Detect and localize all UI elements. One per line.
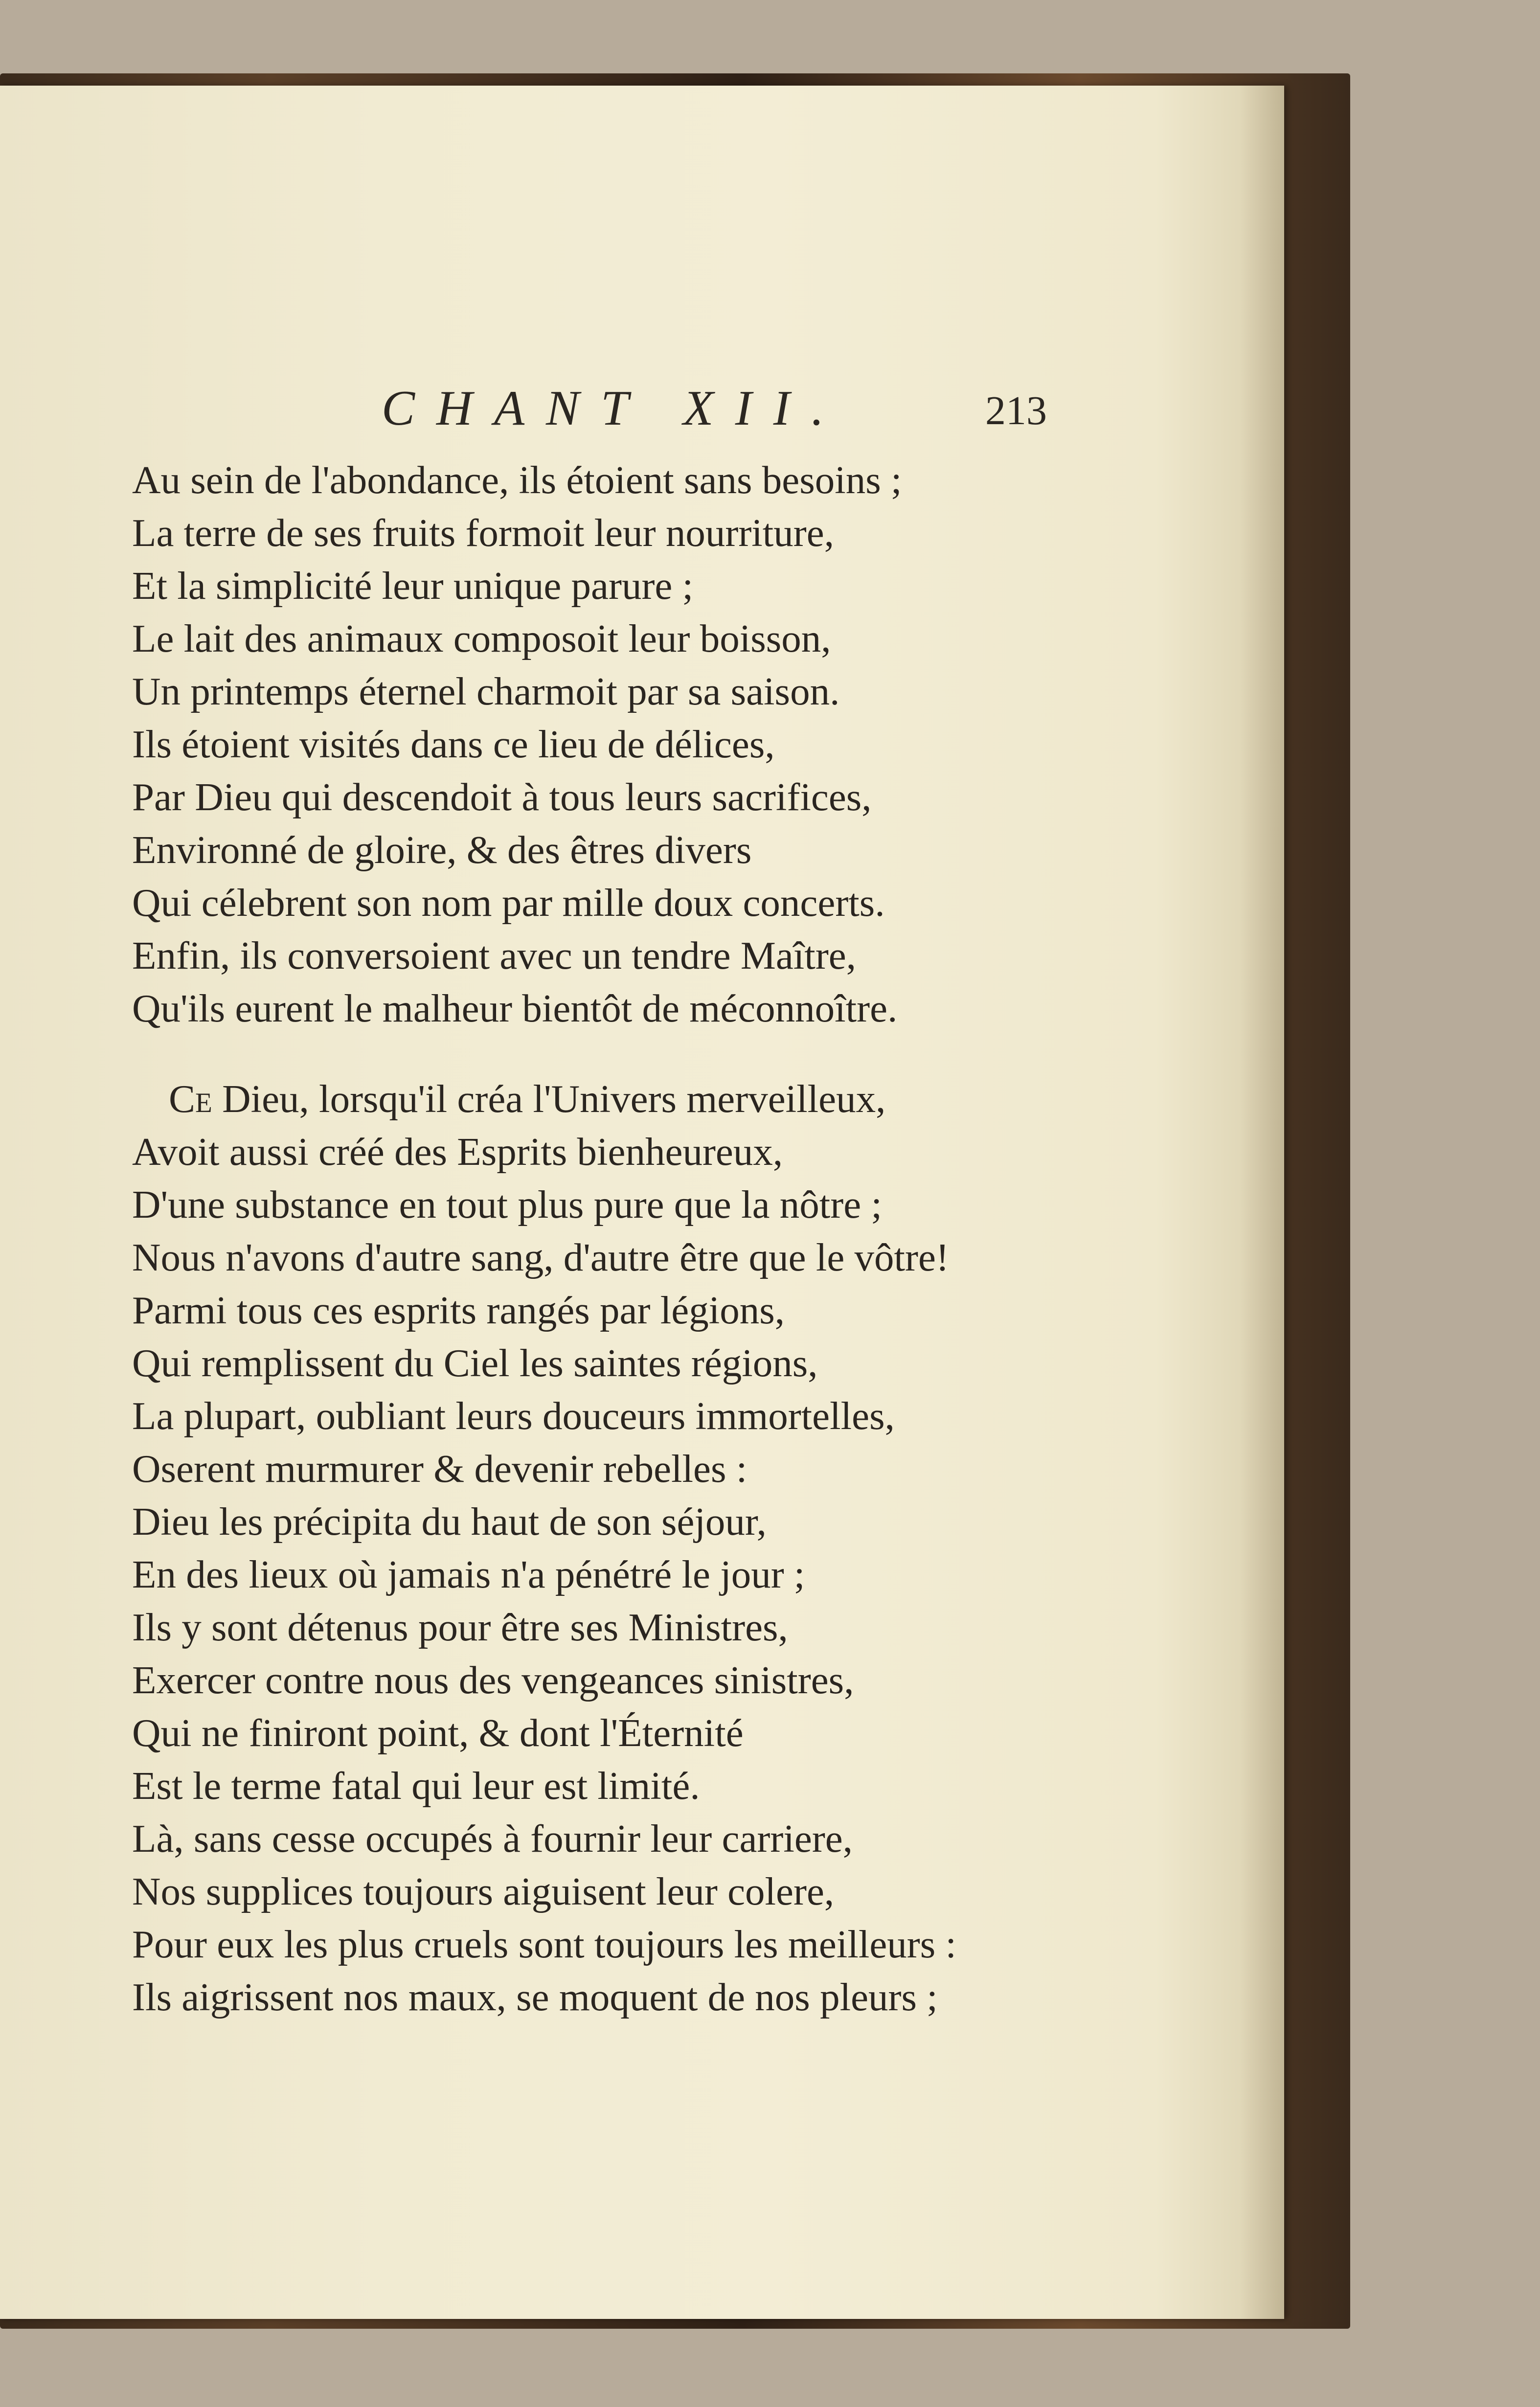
- verse-line: Au sein de l'abondance, ils étoient sans besoins ;: [132, 458, 902, 502]
- running-head: [382, 379, 1047, 438]
- stanza-lead-rest: Dieu, lorsqu'il créa l'Univers merveilleux,: [212, 1077, 886, 1121]
- book-page: [0, 86, 1284, 2319]
- verse-line: Un printemps éternel charmoit par sa saison.: [132, 669, 840, 713]
- stanza-lead-word: Ce: [169, 1077, 212, 1121]
- verse-line: Nous n'avons d'autre sang, d'autre être que le vôtre!: [132, 1235, 949, 1279]
- verse-line: Par Dieu qui descendoit à tous leurs sacrifices,: [132, 775, 872, 819]
- verse-line: Pour eux les plus cruels sont toujours les meilleurs :: [132, 1922, 957, 1966]
- verse-line: Parmi tous ces esprits rangés par légions,: [132, 1288, 785, 1332]
- stanza-opening-line: [169, 1072, 885, 1125]
- verse-line: Ils y sont détenus pour être ses Ministres,: [132, 1605, 788, 1649]
- verse-line: En des lieux où jamais n'a pénétré le jour ;: [132, 1552, 805, 1596]
- verse-line: Ils étoient visités dans ce lieu de délices,: [132, 722, 775, 766]
- verse-line: Le lait des animaux composoit leur boisson,: [132, 616, 831, 660]
- verse-line: Enfin, ils conversoient avec un tendre Maître,: [132, 933, 856, 977]
- chapter-title: CHANT XII.: [382, 381, 846, 436]
- verse-line: Environné de gloire, & des êtres divers: [132, 828, 752, 872]
- verse-line: Nos supplices toujours aiguisent leur colere,: [132, 1869, 835, 1913]
- page-number: 213: [985, 388, 1047, 433]
- verse-line: Exercer contre nous des vengeances sinistres,: [132, 1658, 854, 1702]
- verse-line: Qui célebrent son nom par mille doux concerts.: [132, 881, 885, 925]
- verse-line: Qu'ils eurent le malheur bientôt de méconnoître.: [132, 986, 898, 1030]
- verse-line: La plupart, oubliant leurs douceurs immortelles,: [132, 1394, 895, 1438]
- verse-line: Oserent murmurer & devenir rebelles :: [132, 1447, 747, 1491]
- verse-line: La terre de ses fruits formoit leur nourriture,: [132, 511, 834, 555]
- verse-line: Là, sans cesse occupés à fournir leur carriere,: [132, 1817, 853, 1861]
- verse-line: Et la simplicité leur unique parure ;: [132, 564, 694, 608]
- verse-line: Ils aigrissent nos maux, se moquent de nos pleurs ;: [132, 1975, 938, 2019]
- verse-line: Qui remplissent du Ciel les saintes régions,: [132, 1341, 818, 1385]
- verse-line: Dieu les précipita du haut de son séjour,: [132, 1499, 767, 1544]
- verse-line: Est le terme fatal qui leur est limité.: [132, 1764, 700, 1808]
- verse-line: Avoit aussi créé des Esprits bienheureux,: [132, 1130, 783, 1174]
- verse-line: Qui ne finiront point, & dont l'Éternité: [132, 1711, 744, 1755]
- verse-line: D'une substance en tout plus pure que la nôtre ;: [132, 1182, 882, 1226]
